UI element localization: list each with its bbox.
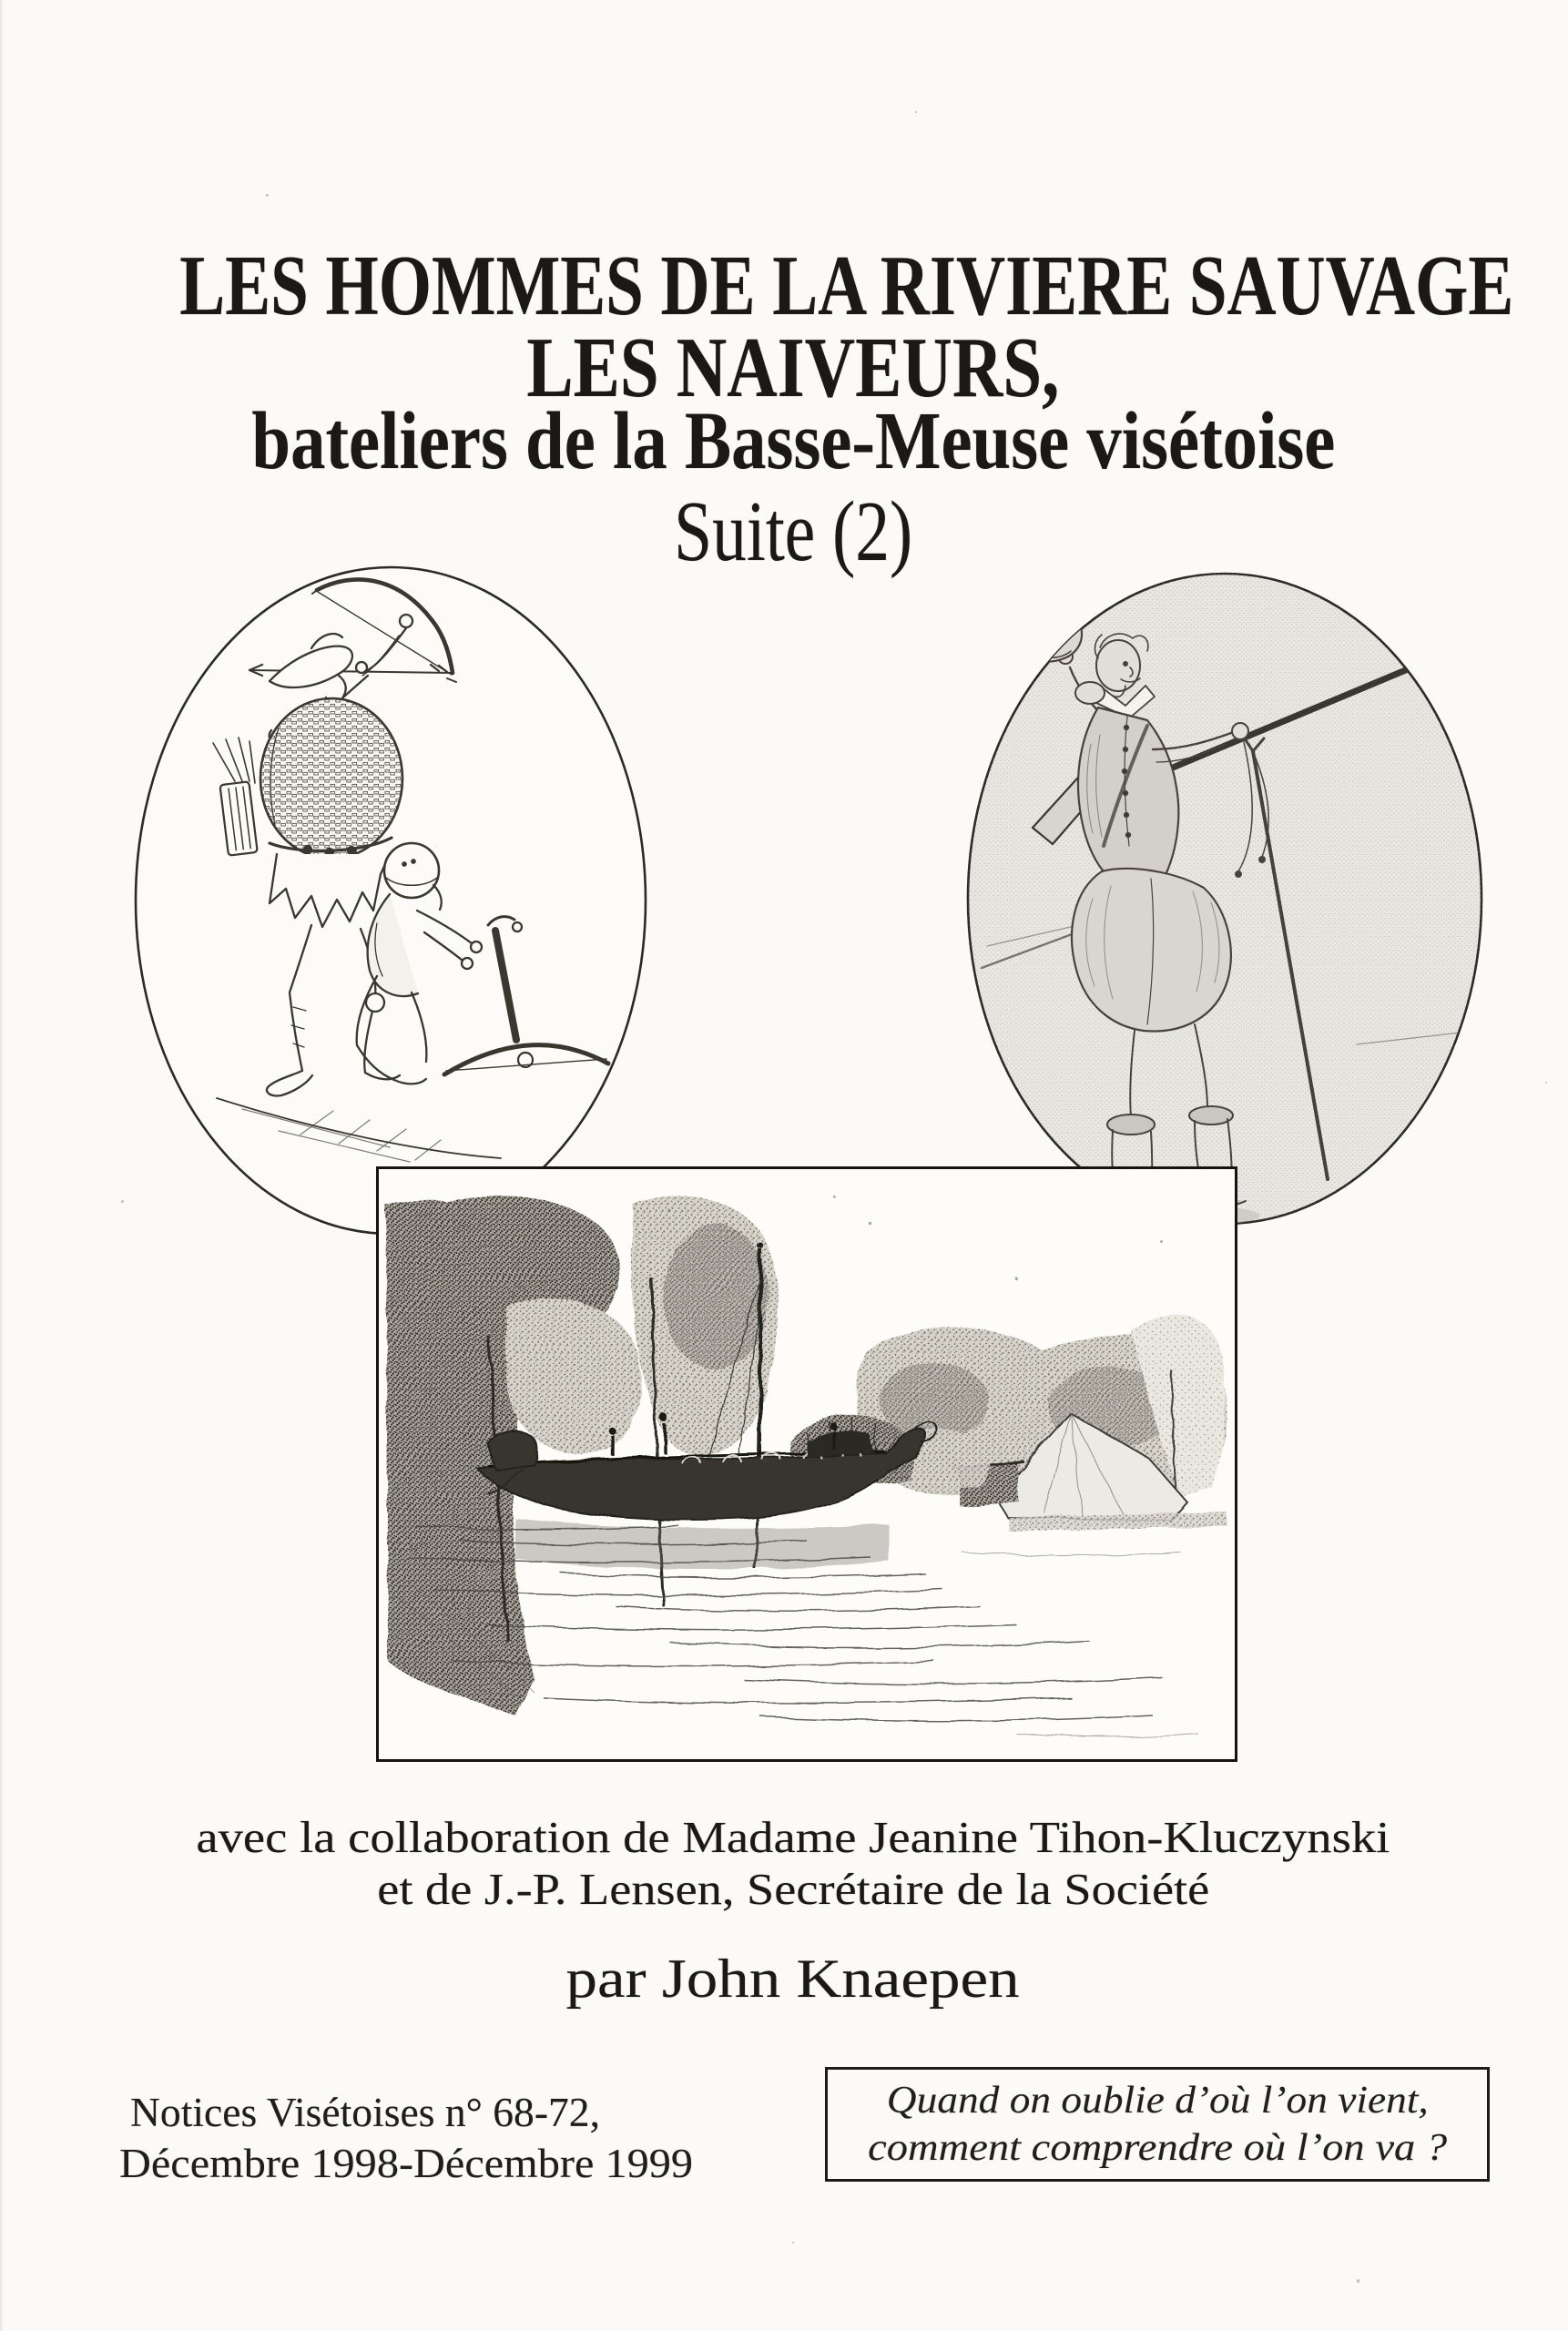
title-line-1: LES HOMMES DE LA RIVIERE SAUVAGE xyxy=(179,239,1514,333)
collaboration-line-1: avec la collaboration de Madame Jeanine Tihon-Kluczynski xyxy=(196,1812,1390,1862)
scan-speck xyxy=(121,1200,124,1203)
author-line: par John Knaepen xyxy=(565,1949,1021,2009)
scan-speck xyxy=(266,194,269,197)
scan-speck xyxy=(792,2242,794,2244)
archer-illustration xyxy=(133,565,648,1237)
scan-speck xyxy=(1357,2279,1359,2283)
scan-speck xyxy=(1545,1082,1547,1084)
title-line-4: Suite (2) xyxy=(674,484,912,579)
imprint-block xyxy=(119,2087,693,2189)
collaboration-line-2: et de J.-P. Lensen, Secrétaire de la Société xyxy=(376,1864,1209,1914)
title-line-3: bateliers de la Basse-Meuse visétoise xyxy=(251,396,1335,486)
quote-line-1: Quand on oublie d’où l’on vient, xyxy=(886,2080,1429,2122)
title-line-2: LES NAIVEURS, xyxy=(526,321,1060,415)
musketeer-illustration xyxy=(965,571,1484,1227)
scan-edge-shadow xyxy=(0,0,4,2331)
quote-line-2: comment comprendre où l’on va ? xyxy=(868,2127,1447,2169)
quote-box xyxy=(825,2067,1490,2182)
imprint-series: Notices Visétoises n° 68-72, xyxy=(130,2090,600,2135)
scan-speck xyxy=(915,111,917,113)
imprint-dates: Décembre 1998-Décembre 1999 xyxy=(119,2141,693,2186)
river-barge-illustration xyxy=(376,1166,1237,1762)
